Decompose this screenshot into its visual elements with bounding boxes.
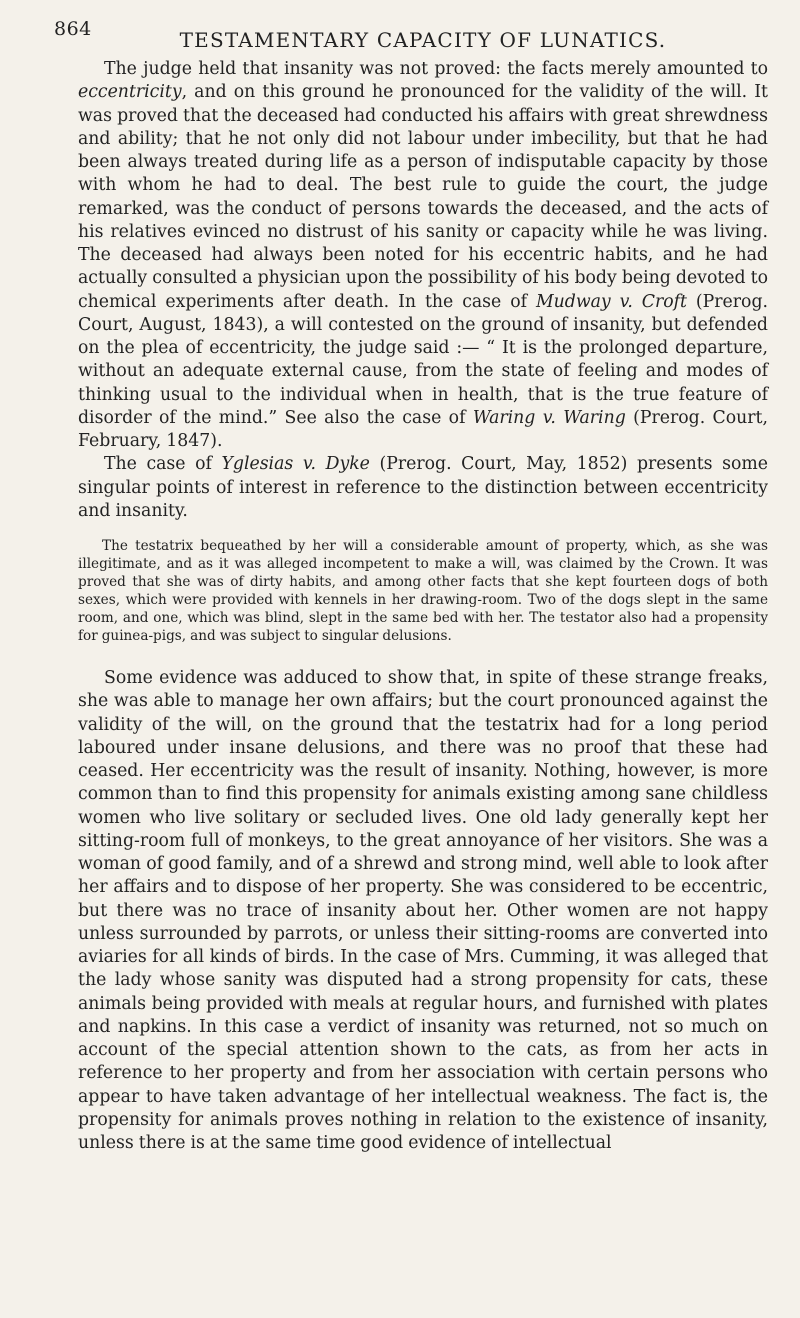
page-header — [54, 18, 768, 58]
paragraph-1-text-b: , and on this ground he pronounced for the validity of the will. It was proved that the deceased had conducted his affairs with great shrewdness and ability; that he not only did not labour under imbecility, but that he had been always treated during life as a person of indisputable capacity by those with whom he had to deal. The best rule to guide the court, the judge remarked, was the conduct of persons towards the deceased, and the acts of his relatives evinced no distrust of his sanity or capacity while he was living. The deceased had always been noted for his eccentric habits, and he had actually consulted a physician upon the possibility of his body being devoted to chemical experiments after death. In the case of — [78, 82, 768, 312]
paragraph-2 — [78, 453, 768, 523]
paragraph-1-text-c: (Prerog. Court, August, 1843), a will contested on the ground of insanity, but defended on the plea of eccentricity, the judge said :— “ It is the prolonged departure, without an adequate external cause, from the state of feeling and modes of thinking usual to the individual when in health, that is the true feature of disorder of the mind.” See also the case of — [78, 291, 768, 428]
paragraph-1-italic-eccentricity: eccentricity — [78, 82, 182, 103]
case-extract: The testatrix bequeathed by her will a considerable amount of property, which, as she was illegitimate, and as it was alleged incompetent to make a will, was claimed by the Crown. It was proved that she was of dirty habits, and among other facts that she kept fourteen dogs of both sexes, which were provided with kennels in her drawing-room. Two of the dogs slept in the same room, and one, which was blind, slept in the same bed with her. The testator also had a propensity for guinea-pigs, and was subject to singular delusions. — [78, 538, 768, 644]
running-title: TESTAMENTARY CAPACITY OF LUNATICS. — [179, 28, 667, 52]
paragraph-1-text-a: The judge held that insanity was not proved: the facts merely amounted to — [104, 59, 768, 79]
page-number: 864 — [54, 18, 92, 40]
case-name-mudway-v-croft: Mudway v. Croft — [535, 291, 687, 312]
case-name-yglesias-v-dyke: Yglesias v. Dyke — [221, 454, 370, 475]
case-name-waring-v-waring: Waring v. Waring — [472, 407, 626, 428]
paragraph-2-text-b: (Prerog. Court, May, 1852) presents some singular points of interest in reference to the distinction between eccentricity and insanity. — [78, 454, 768, 521]
book-page — [54, 18, 768, 1155]
paragraph-1 — [78, 58, 768, 453]
paragraph-3: Some evidence was adduced to show that, in spite of these strange freaks, she was able to manage her own affairs; but the court pronounced against the validity of the will, on the ground that the testatrix had for a long period laboured under insane delusions, and there was no proof that these had ceased. Her eccentricity was the result of insanity. Nothing, however, is more common than to find this propensity for animals existing among sane childless women who live solitary or secluded lives. One old lady generally kept her sitting-room full of monkeys, to the great annoyance of her visitors. She was a woman of good family, and of a shrewd and strong mind, well able to look after her affairs and to dispose of her property. She was considered to be eccentric, but there was no trace of insanity about her. Other women are not happy unless surrounded by parrots, or unless their sitting-rooms are converted into aviaries for all kinds of birds. In the case of Mrs. Cumming, it was alleged that the lady whose sanity was disputed had a strong propensity for cats, these animals being provided with meals at regular hours, and furnished with plates and napkins. In this case a verdict of insanity was returned, not so much on account of the special attention shown to the cats, as from her acts in reference to her property and from her association with certain persons who appear to have taken advantage of her intellectual weakness. The fact is, the propensity for animals proves nothing in relation to the existence of insanity, unless there is at the same time good evidence of intellectual — [78, 668, 768, 1153]
paragraph-2-text-a: The case of — [104, 454, 222, 475]
paragraph-1-text-d: (Prerog. Court, February, 1847). — [78, 407, 768, 451]
